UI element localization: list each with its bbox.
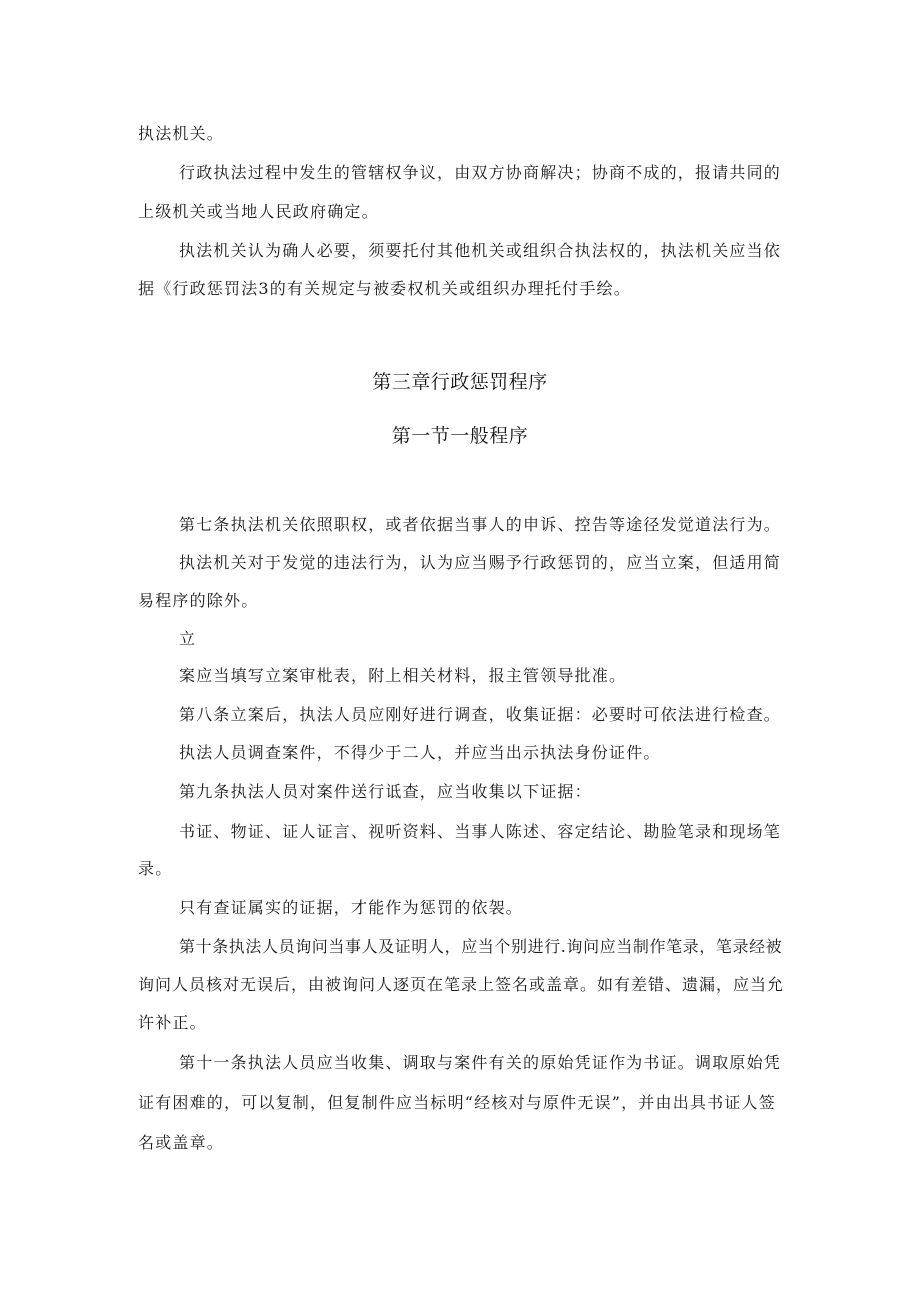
paragraph-line: 名或盖章。 bbox=[138, 1133, 225, 1152]
paragraph-line: 第九条执法人员对案件送行诋查，应当收集以下证据： bbox=[179, 782, 592, 801]
paragraph-line: 据《行政惩罚法3的有关规定与被委权机关或组织办理托付手绘。 bbox=[138, 279, 631, 298]
paragraph-line: 易程序的除外。 bbox=[138, 591, 259, 610]
paragraph-line: 执法机关对于发觉的违法行为，认为应当赐予行政惩罚的，应当立案，但适用简 bbox=[179, 553, 782, 572]
paragraph-line: 证有困难的，可以复制，但复制件应当标明“经核对与原件无误”，并由出具书证人签 bbox=[138, 1093, 776, 1112]
paragraph-line: 第八条立案后，执法人员应刚好进行调查，收集证据：必要时可依法进行检查。 bbox=[179, 705, 782, 724]
paragraph-line: 书证、物证、证人证言、视听资料、当事人陈述、容定结论、勘脸笔录和现场笔 bbox=[179, 822, 782, 841]
paragraph-line: 执法机关认为确人必要，须要托付其他机关或组织合执法权的，执法机关应当依 bbox=[179, 241, 782, 260]
paragraph-line: 执法机关。 bbox=[138, 124, 225, 143]
chapter-title: 第三章行政惩罚程序 bbox=[372, 371, 548, 393]
paragraph-line: 第七条执法机关依照职权，或者依据当事人的申诉、控告等途径发觉道法行为。 bbox=[179, 515, 782, 534]
paragraph-line: 执法人员调查案件，不得少于二人，并应当出示执法身份证件。 bbox=[179, 743, 661, 762]
paragraph-line: 录。 bbox=[138, 859, 173, 878]
paragraph-line: 立 bbox=[179, 629, 197, 648]
paragraph-line: 第十条执法人员询问当事人及证明人，应当个别进行.询问应当制作笔录，笔录经被 bbox=[179, 937, 783, 956]
paragraph-line: 上级机关或当地人民政府确定。 bbox=[138, 202, 379, 221]
paragraph-line: 案应当填写立案审枇表，附上相关材料，报主管领导批准。 bbox=[179, 666, 627, 685]
section-title: 第一节一般程序 bbox=[391, 425, 529, 447]
paragraph-line: 询问人员核对无误后，由被询问人逐页在笔录上签名或盖章。如有差错、遗漏，应当允 bbox=[138, 975, 785, 994]
paragraph-line: 第十一条执法人员应当收集、调取与案件有关的原始凭证作为书证。调取原始凭 bbox=[179, 1053, 782, 1072]
paragraph-line: 许补正。 bbox=[138, 1013, 207, 1032]
paragraph-line: 行政执法过程中发生的管辖权争议，由双方协商解决；协商不成的，报请共同的 bbox=[179, 163, 782, 182]
paragraph-line: 只有查证属实的证据，才能作为惩罚的依袈。 bbox=[179, 898, 524, 917]
